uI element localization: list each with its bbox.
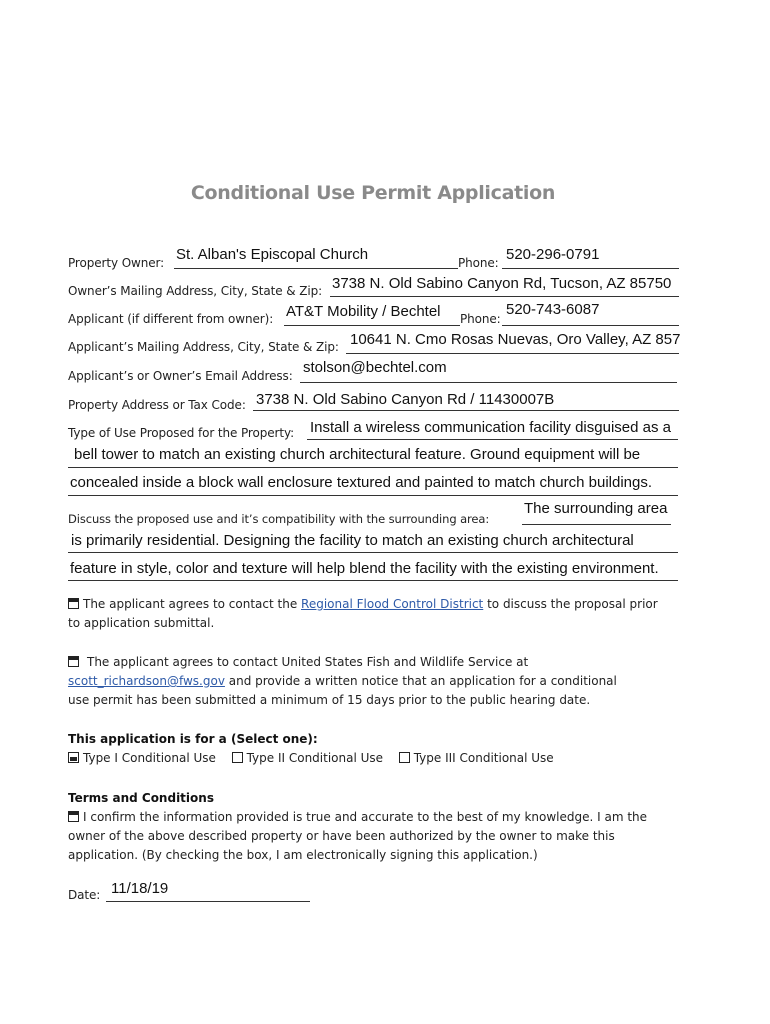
phone-label-1: Phone: bbox=[458, 256, 499, 270]
terms-heading: Terms and Conditions bbox=[68, 791, 214, 805]
email-label: Applicant’s or Owner’s Email Address: bbox=[68, 369, 293, 383]
applicant-address-underline bbox=[346, 353, 679, 354]
type-ii-label: Type II Conditional Use bbox=[246, 751, 384, 765]
terms-line1: I confirm the information provided is true and accurate to the best of my knowledge. I am the bbox=[83, 810, 648, 824]
terms-line2: owner of the above described property or have been authorized by the owner to make this bbox=[68, 829, 615, 843]
owner-address-label: Owner’s Mailing Address, City, State & Zip: bbox=[68, 284, 323, 298]
type-select-heading: This application is for a (Select one): bbox=[68, 732, 318, 746]
use-field-line-2[interactable]: bell tower to match an existing church architectural feature. Ground equipment will be bbox=[74, 446, 641, 463]
wildlife-text-line1: The applicant agrees to contact United States Fish and Wildlife Service at bbox=[87, 655, 529, 669]
type-select-options bbox=[68, 749, 554, 768]
use-underline-1 bbox=[307, 439, 678, 440]
use-field-line-3[interactable]: concealed inside a block wall enclosure textured and painted to match church buildings. bbox=[70, 474, 653, 491]
applicant-underline bbox=[284, 325, 460, 326]
applicant-label: Applicant (if different from owner): bbox=[68, 312, 274, 326]
wildlife-agreement-checkbox[interactable] bbox=[68, 656, 79, 667]
wildlife-agreement bbox=[68, 653, 617, 710]
email-underline bbox=[300, 382, 677, 383]
applicant-phone-field[interactable]: 520-743-6087 bbox=[506, 301, 600, 318]
property-address-label: Property Address or Tax Code: bbox=[68, 398, 246, 412]
use-underline-3 bbox=[68, 495, 678, 496]
type-iii-checkbox[interactable] bbox=[399, 752, 410, 763]
property-address-field[interactable]: 3738 N. Old Sabino Canyon Rd / 11430007B bbox=[256, 391, 555, 408]
flood-text-post: to discuss the proposal prior bbox=[483, 597, 658, 611]
compat-label: Discuss the proposed use and it’s compatibility with the surrounding area: bbox=[68, 512, 490, 526]
owner-phone-underline bbox=[502, 268, 679, 269]
terms-line3: application. (By checking the box, I am electronically signing this application.) bbox=[68, 848, 538, 862]
fws-email-link[interactable]: scott_richardson@fws.gov bbox=[68, 674, 225, 688]
applicant-address-label: Applicant’s Mailing Address, City, State & Zip: bbox=[68, 340, 339, 354]
use-underline-2 bbox=[68, 467, 678, 468]
property-address-underline bbox=[253, 410, 679, 411]
email-field[interactable]: stolson@bechtel.com bbox=[303, 359, 447, 376]
type-iii-label: Type III Conditional Use bbox=[413, 751, 554, 765]
compat-field-line-1[interactable]: The surrounding area bbox=[524, 500, 668, 517]
property-owner-field[interactable]: St. Alban's Episcopal Church bbox=[176, 246, 369, 263]
flood-agreement-checkbox[interactable] bbox=[68, 598, 79, 609]
property-owner-underline bbox=[174, 268, 458, 269]
applicant-phone-underline bbox=[502, 325, 679, 326]
compat-underline-1 bbox=[522, 524, 671, 525]
use-field-line-1[interactable]: Install a wireless communication facility disguised as a bbox=[310, 419, 671, 436]
date-field[interactable]: 11/18/19 bbox=[111, 880, 169, 897]
date-label: Date: bbox=[68, 888, 101, 902]
compat-field-line-2[interactable]: is primarily residential. Designing the facility to match an existing church architectural bbox=[71, 532, 634, 549]
applicant-field[interactable]: AT&T Mobility / Bechtel bbox=[286, 303, 441, 320]
compat-underline-3 bbox=[68, 580, 678, 581]
property-owner-label: Property Owner: bbox=[68, 256, 165, 270]
date-underline bbox=[106, 901, 310, 902]
type-i-label: Type I Conditional Use bbox=[83, 751, 216, 765]
use-label: Type of Use Proposed for the Property: bbox=[68, 426, 295, 440]
wildlife-text-line2: and provide a written notice that an application for a conditional bbox=[224, 674, 617, 688]
owner-phone-field[interactable]: 520-296-0791 bbox=[506, 246, 600, 263]
type-i-checkbox[interactable] bbox=[68, 752, 79, 763]
wildlife-text-line3: use permit has been submitted a minimum of 15 days prior to the public hearing date. bbox=[68, 693, 591, 707]
compat-field-line-3[interactable]: feature in style, color and texture will help blend the facility with the existing environment. bbox=[70, 560, 659, 577]
owner-address-underline bbox=[330, 296, 679, 297]
type-ii-checkbox[interactable] bbox=[232, 752, 243, 763]
page-title: Conditional Use Permit Application bbox=[190, 182, 556, 204]
applicant-address-field[interactable]: 10641 N. Cmo Rosas Nuevas, Oro Valley, AZ 857 bbox=[350, 331, 680, 348]
terms-checkbox[interactable] bbox=[68, 811, 79, 822]
owner-address-field[interactable]: 3738 N. Old Sabino Canyon Rd, Tucson, AZ 85750 bbox=[332, 275, 672, 292]
flood-agreement bbox=[68, 595, 658, 633]
terms-body bbox=[68, 808, 647, 865]
flood-control-link[interactable]: Regional Flood Control District bbox=[301, 597, 484, 611]
flood-text-line2: to application submittal. bbox=[68, 616, 215, 630]
compat-underline-2 bbox=[68, 552, 678, 553]
flood-text-pre: The applicant agrees to contact the bbox=[83, 597, 302, 611]
phone-label-2: Phone: bbox=[460, 312, 501, 326]
